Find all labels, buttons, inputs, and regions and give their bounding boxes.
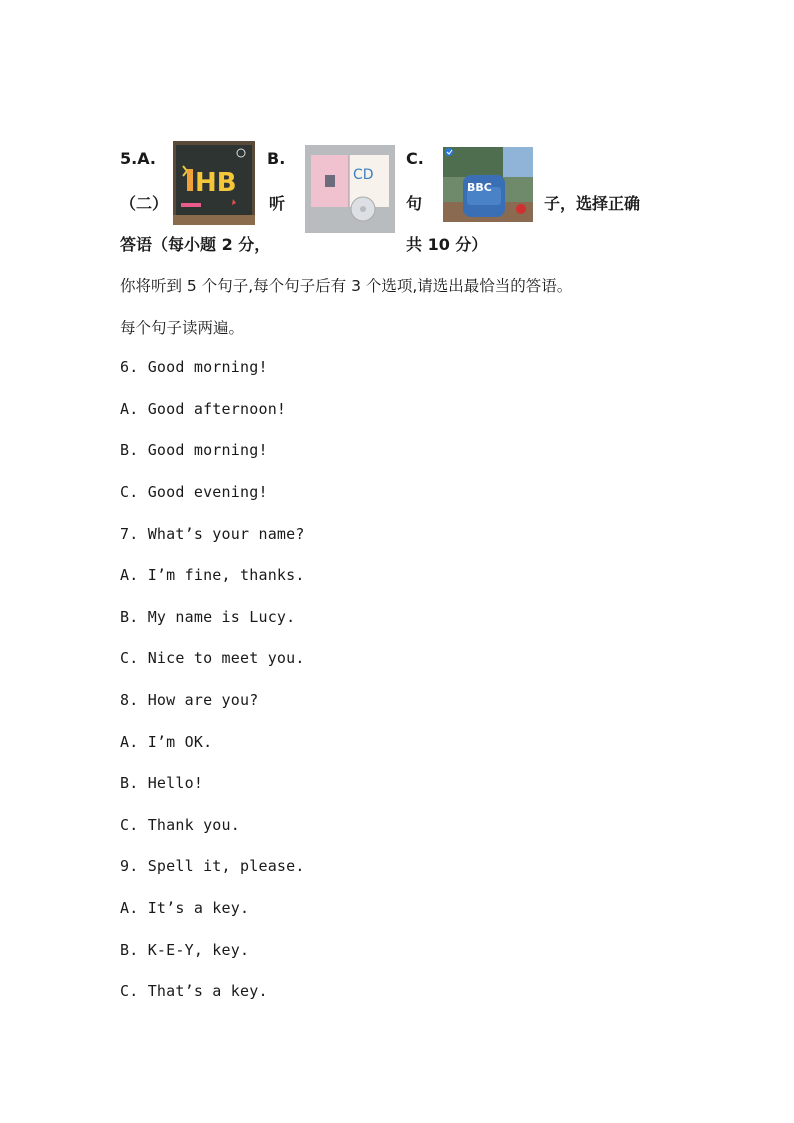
instruction-line1: 你将听到 5 个句子,每个句子后有 3 个选项,请选出最恰当的答语。 — [120, 277, 573, 295]
question-8: 8. How are you? — [120, 691, 259, 709]
q5-label-c: C. — [406, 149, 424, 168]
question-7-option-a: A. I’m fine, thanks. — [120, 566, 305, 584]
question-7-option-b: B. My name is Lucy. — [120, 608, 296, 626]
section2-part2: 听 — [269, 194, 286, 213]
question-6-option-b: B. Good morning! — [120, 441, 268, 459]
picture-a-text: HB — [195, 168, 237, 198]
question-9-option-b: B. K-E-Y, key. — [120, 941, 250, 959]
picture-c-text: BBC — [467, 181, 492, 194]
section2-part1: （二） — [120, 194, 169, 213]
section2-part4: 子，选择正确 — [544, 194, 641, 213]
picture-b-notebook-cd — [305, 145, 395, 233]
question-6: 6. Good morning! — [120, 358, 268, 376]
question-7-option-c: C. Nice to meet you. — [120, 649, 305, 667]
question-8-option-b: B. Hello! — [120, 774, 204, 792]
picture-c-backpack — [443, 147, 533, 222]
question-8-option-a: A. I’m OK. — [120, 733, 213, 751]
instruction-line2: 每个句子读两遍。 — [120, 319, 245, 337]
section2-part3: 句 — [406, 194, 423, 213]
picture-b-text: CD — [353, 167, 374, 183]
picture-a-chalkboard — [173, 141, 255, 225]
question-7: 7. What’s your name? — [120, 525, 305, 543]
question-6-option-c: C. Good evening! — [120, 483, 268, 501]
question-9-option-c: C. That’s a key. — [120, 982, 268, 1000]
q5-label-b: B. — [267, 149, 286, 168]
question-9-option-a: A. It’s a key. — [120, 899, 250, 917]
question-9: 9. Spell it, please. — [120, 857, 305, 875]
q5-label-a: 5.A. — [120, 149, 156, 168]
question-8-option-c: C. Thank you. — [120, 816, 240, 834]
section2-line2a: 答语（每小题 2 分， — [120, 235, 271, 254]
section2-line2b: 共 10 分） — [406, 235, 488, 254]
question-6-option-a: A. Good afternoon! — [120, 400, 287, 418]
